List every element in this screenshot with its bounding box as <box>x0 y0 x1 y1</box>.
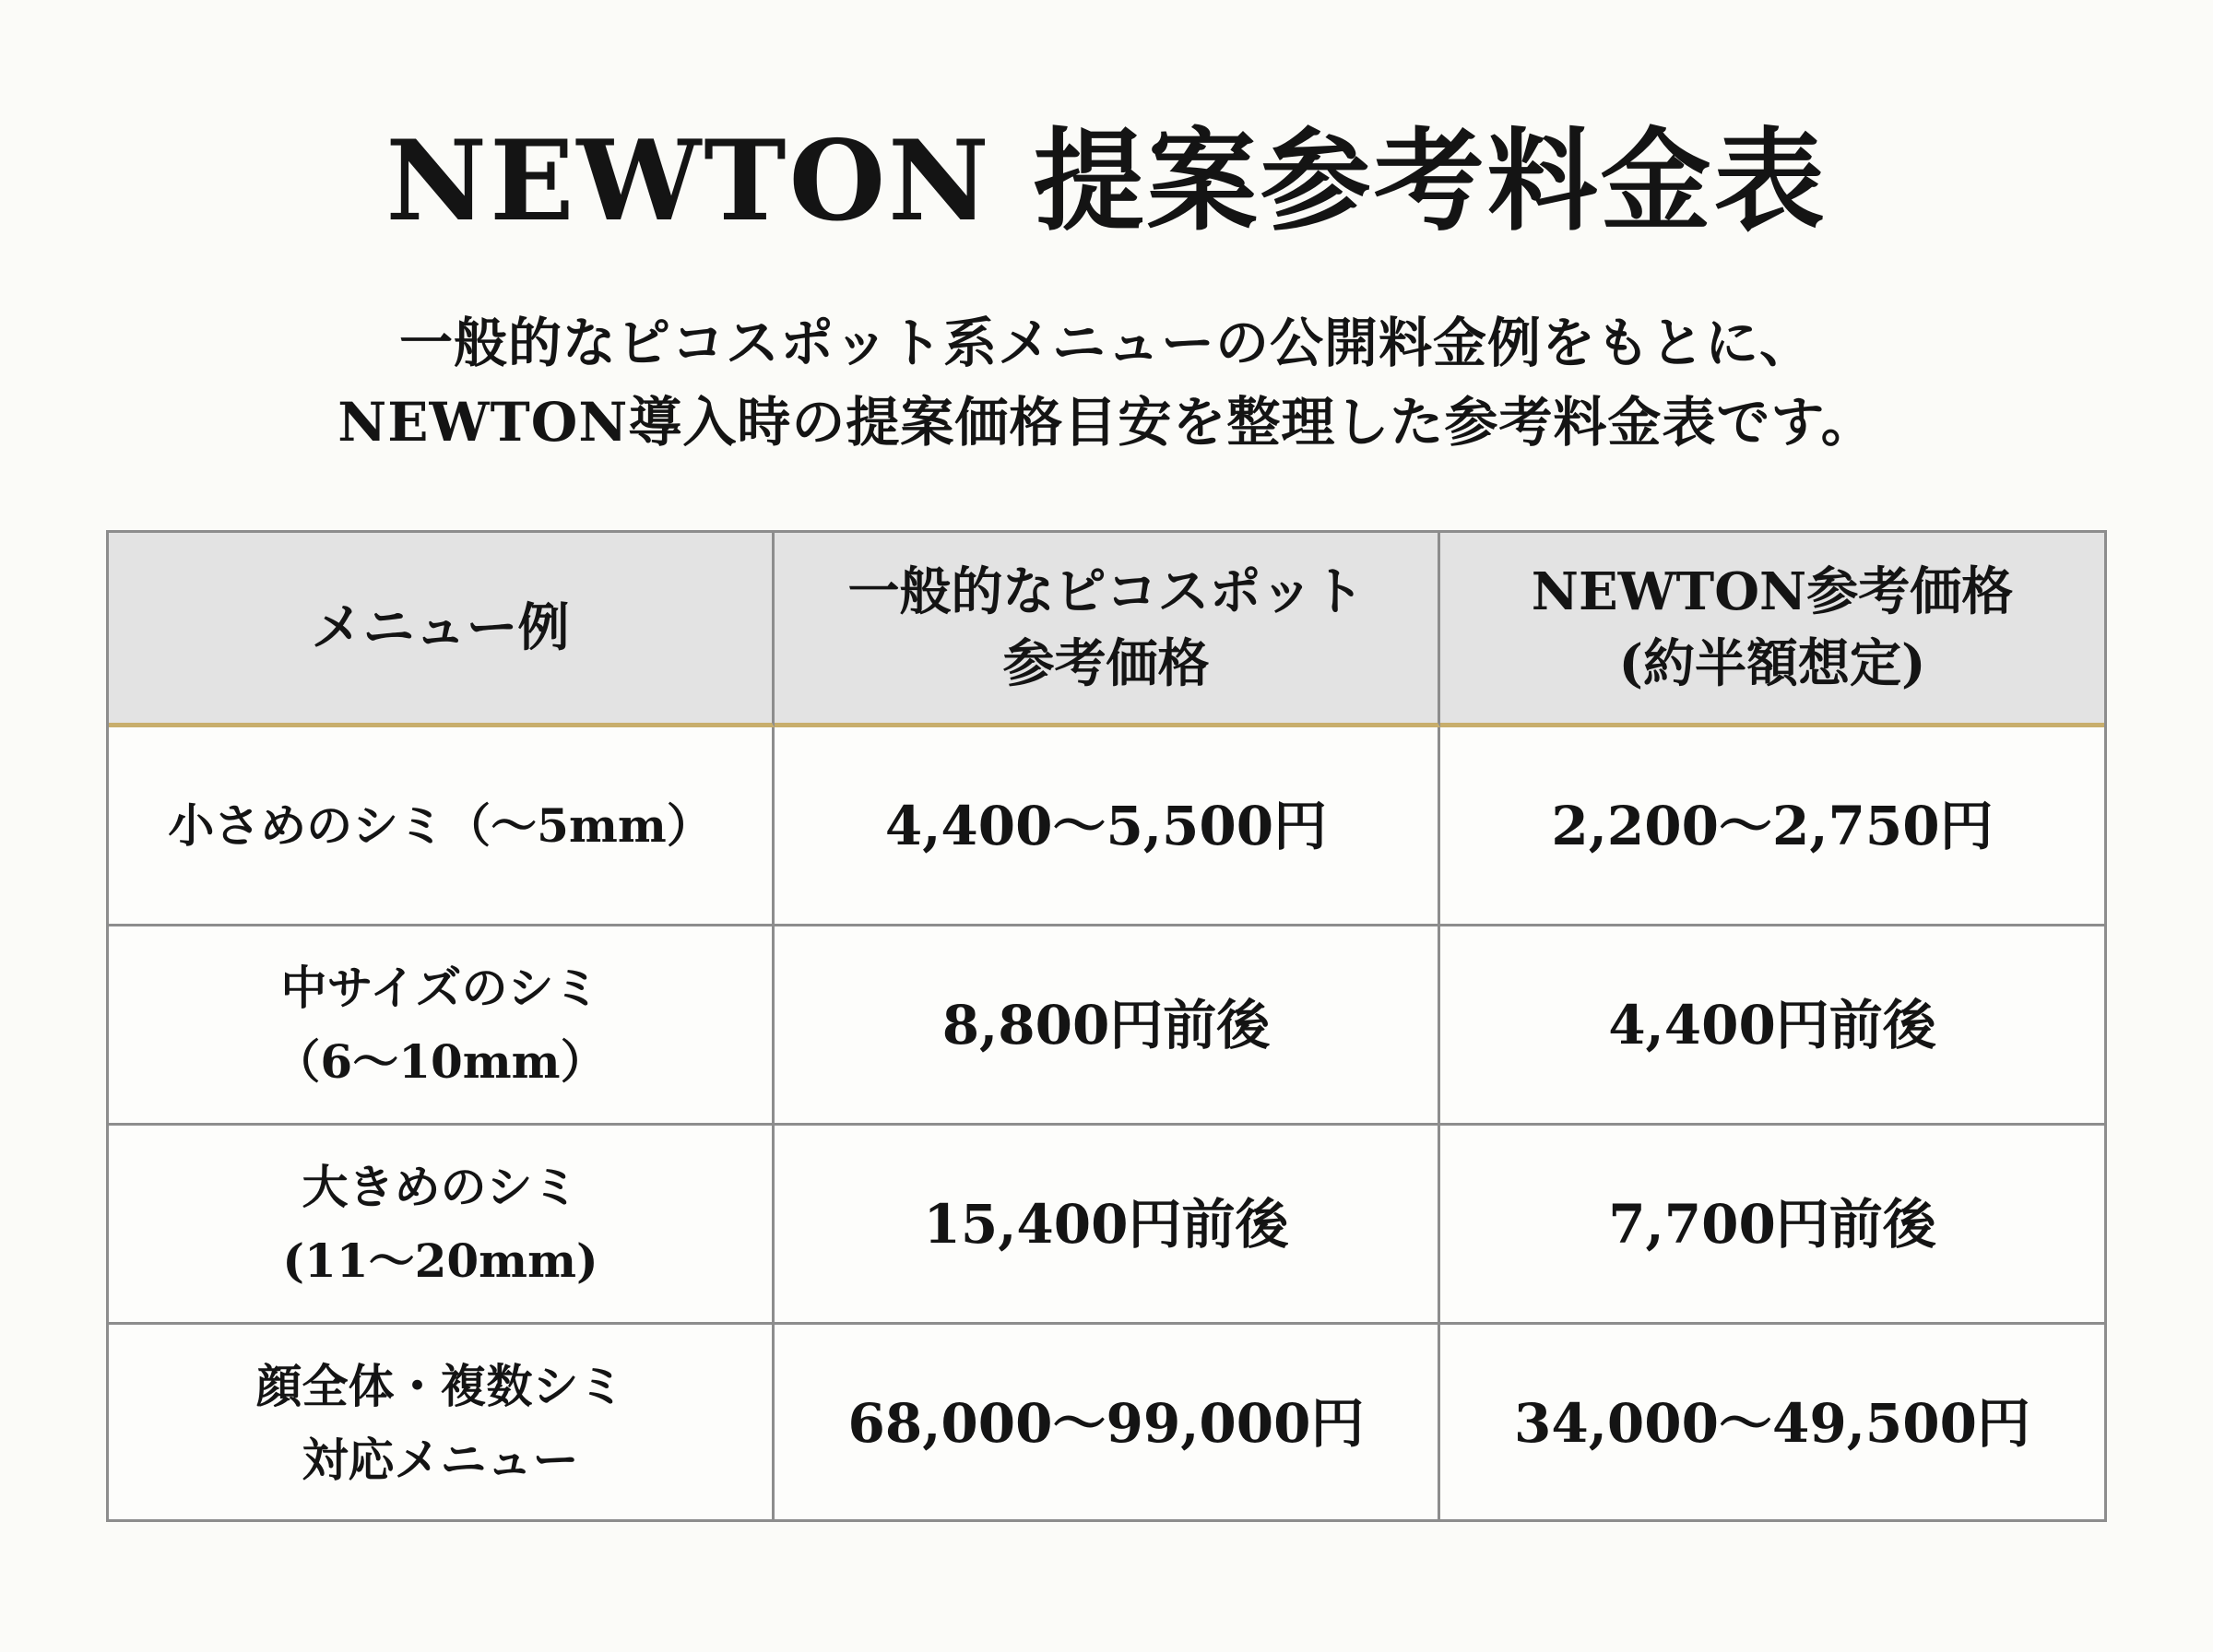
menu-cell <box>109 1126 775 1325</box>
header-text: (約半額想定) <box>1618 633 1926 694</box>
price-text: 15,400円前後 <box>923 1192 1289 1256</box>
header-text: NEWTON参考価格 <box>1531 561 2014 622</box>
menu-text: 顔全体・複数シミ <box>255 1359 625 1413</box>
header-text: メニュー例 <box>311 597 570 658</box>
menu-cell <box>109 727 775 926</box>
header-newton-price <box>1440 533 2104 727</box>
price-text: 7,700円前後 <box>1608 1192 1936 1256</box>
menu-text: 中サイズのシミ <box>280 960 600 1015</box>
price-text: 8,800円前後 <box>941 993 1271 1056</box>
header-text: 参考価格 <box>1002 633 1210 694</box>
menu-text: 大きめのシミ <box>302 1159 579 1214</box>
header-text: 一般的なピコスポット <box>847 561 1365 622</box>
newton-price-cell <box>1440 926 2104 1126</box>
newton-price-cell <box>1440 727 2104 926</box>
price-text: 2,200～2,750円 <box>1551 794 1994 857</box>
price-text: 34,000～49,500円 <box>1514 1392 2030 1455</box>
price-text: 4,400円前後 <box>1608 993 1936 1056</box>
menu-cell <box>109 1325 775 1522</box>
general-price-cell <box>775 926 1440 1126</box>
price-text: 4,400～5,500円 <box>884 794 1328 857</box>
price-text: 68,000～99,000円 <box>847 1392 1365 1455</box>
menu-text: 小さめのシミ（～5mm） <box>168 797 713 853</box>
subtitle-line-1: 一般的なピコスポット系メニューの公開料金例をもとに、 <box>398 312 1814 374</box>
newton-price-cell <box>1440 1325 2104 1522</box>
header-general-price <box>775 533 1440 727</box>
page-title: NEWTON 提案参考料金表 <box>385 116 1828 246</box>
newton-price-cell <box>1440 1126 2104 1325</box>
menu-text: 対応メニュー <box>302 1433 579 1487</box>
general-price-cell <box>775 1126 1440 1325</box>
menu-text: （6～10mm） <box>274 1033 607 1089</box>
header-menu-example <box>109 533 775 727</box>
price-table <box>106 530 2107 1522</box>
general-price-cell <box>775 1325 1440 1522</box>
subtitle-line-2: NEWTON導入時の提案価格目安を整理した参考料金表です。 <box>337 391 1876 454</box>
general-price-cell <box>775 727 1440 926</box>
menu-cell <box>109 926 775 1126</box>
menu-text: (11～20mm) <box>282 1233 598 1288</box>
